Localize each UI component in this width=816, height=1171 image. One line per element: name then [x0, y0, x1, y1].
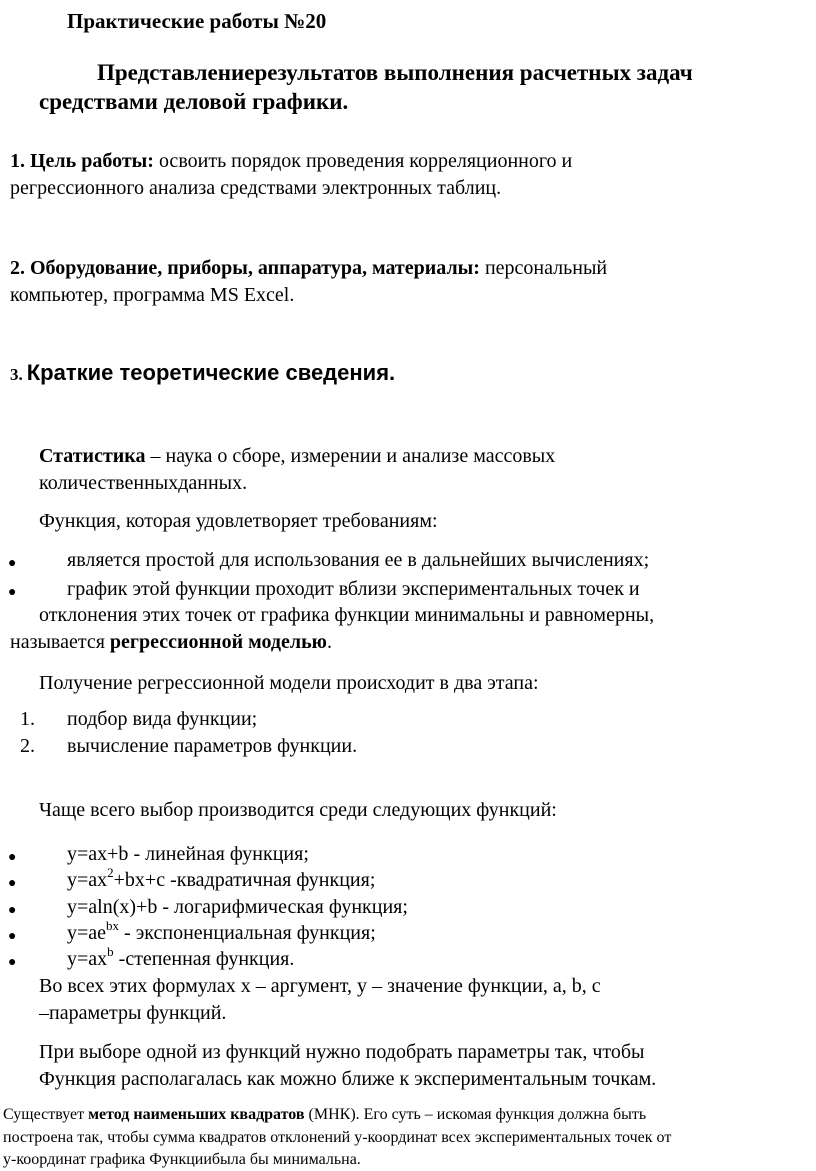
bullet-icon: ● — [8, 903, 17, 918]
least-squares-term: метод наименьших квадратов — [88, 1106, 305, 1123]
function-power — [67, 944, 295, 971]
statistics-def-1: – наука о сборе, измерении и анализе массовых — [145, 445, 556, 467]
power-exponent: b — [107, 944, 114, 959]
power-desc: -степенная функция. — [113, 948, 295, 970]
model-term: регрессионной моделью — [109, 631, 327, 653]
bullet-icon: ● — [8, 876, 17, 891]
regression-model-line — [10, 631, 332, 654]
requirement-1: является простой для использования ее в дальнейших вычислениях; — [67, 549, 650, 571]
goal-number: 1. — [10, 150, 25, 172]
bullet-icon: ● — [8, 955, 17, 970]
statistics-def-2: количественныхданных. — [39, 472, 248, 494]
model-suffix: . — [326, 631, 332, 653]
least-squares-line-2: построена так, чтобы сумма квадратов отклонений y-координат всех экспериментальных точек от — [3, 1129, 672, 1146]
selection-note-2: Функция располагалась как можно ближе к экспериментальным точкам. — [39, 1068, 657, 1090]
quadratic-formula-post: +bx+c — [113, 869, 166, 891]
requirement-continuation: отклонения этих точек от графика функции минимальны и равномерны, — [39, 604, 655, 626]
stages-intro: Получение регрессионной модели происходит в два этапа: — [39, 672, 539, 694]
quadratic-exponent: 2 — [107, 865, 114, 880]
exponential-formula-pre: y=ae — [67, 922, 107, 944]
practical-work-title: Практические работы №20 — [67, 9, 327, 33]
least-squares-line-1 — [3, 1106, 646, 1124]
choice-intro: Чаще всего выбор производится среди следующих функций: — [39, 799, 557, 821]
function-linear — [67, 843, 309, 866]
quadratic-formula-pre: y=ax — [67, 869, 108, 891]
statistics-line-1 — [39, 445, 555, 468]
function-quadratic — [67, 865, 376, 892]
equipment-line-1 — [10, 257, 607, 280]
equipment-text-2: компьютер, программа MS Excel. — [10, 284, 295, 306]
formulas-note-1: Во всех этих формулах x – аргумент, y – значение функции, a, b, c — [39, 975, 601, 997]
stage-1-text: подбор вида функции; — [67, 708, 258, 730]
linear-formula: y=ax+b — [67, 843, 129, 865]
exponential-exponent: bx — [106, 918, 120, 933]
goal-label: Цель работы: — [30, 150, 154, 172]
exponential-desc: - экспоненциальная функция; — [119, 922, 376, 944]
bullet-icon: ● — [8, 585, 17, 600]
stage-2-number: 2. — [20, 735, 35, 757]
goal-text-2: регрессионного анализа средствами электронных таблиц. — [10, 177, 502, 199]
bullet-icon: ● — [8, 556, 17, 571]
bullet-icon: ● — [8, 850, 17, 865]
formulas-note-2: –параметры функций. — [39, 1002, 227, 1024]
power-formula-pre: y=ax — [67, 948, 108, 970]
function-logarithmic — [67, 896, 408, 919]
bullet-icon: ● — [8, 929, 17, 944]
theory-number: 3. — [10, 365, 23, 384]
least-squares-line-3: y-координат графика Функциибыла бы минимальна. — [3, 1151, 361, 1168]
requirement-2: график этой функции проходит вблизи экспериментальных точек и — [67, 578, 640, 600]
linear-desc: - линейная функция; — [128, 843, 309, 865]
model-prefix: называется — [10, 631, 110, 653]
quadratic-desc: -квадратичная функция; — [165, 869, 376, 891]
equipment-label: 2. Оборудование, приборы, аппаратура, материалы: — [10, 257, 480, 279]
selection-note-1: При выборе одной из функций нужно подобрать параметры так, чтобы — [39, 1041, 645, 1063]
topic-line-1: Представлениерезультатов выполнения расчетных задач — [97, 60, 693, 85]
topic-line-2: средствами деловой графики. — [39, 89, 349, 114]
stage-2-text: вычисление параметров функции. — [67, 735, 358, 757]
statistics-term: Статистика — [39, 445, 146, 467]
least-squares-rest: (МНК). Его суть – искомая функция должна быть — [304, 1106, 647, 1123]
goal-line-1 — [10, 150, 572, 173]
stage-1-number: 1. — [20, 708, 35, 730]
theory-title: Краткие теоретические сведения. — [26, 360, 396, 385]
logarithmic-desc: - логарифмическая функция; — [157, 896, 408, 918]
logarithmic-formula: y=aln(x)+b — [67, 896, 158, 918]
goal-text-1: освоить порядок проведения корреляционного и — [153, 150, 573, 172]
theory-heading — [10, 360, 395, 386]
equipment-text-1: персональный — [479, 257, 608, 279]
function-exponential — [67, 918, 376, 945]
function-intro: Функция, которая удовлетворяет требованиям: — [39, 510, 438, 532]
least-squares-prefix: Существует — [3, 1106, 89, 1123]
